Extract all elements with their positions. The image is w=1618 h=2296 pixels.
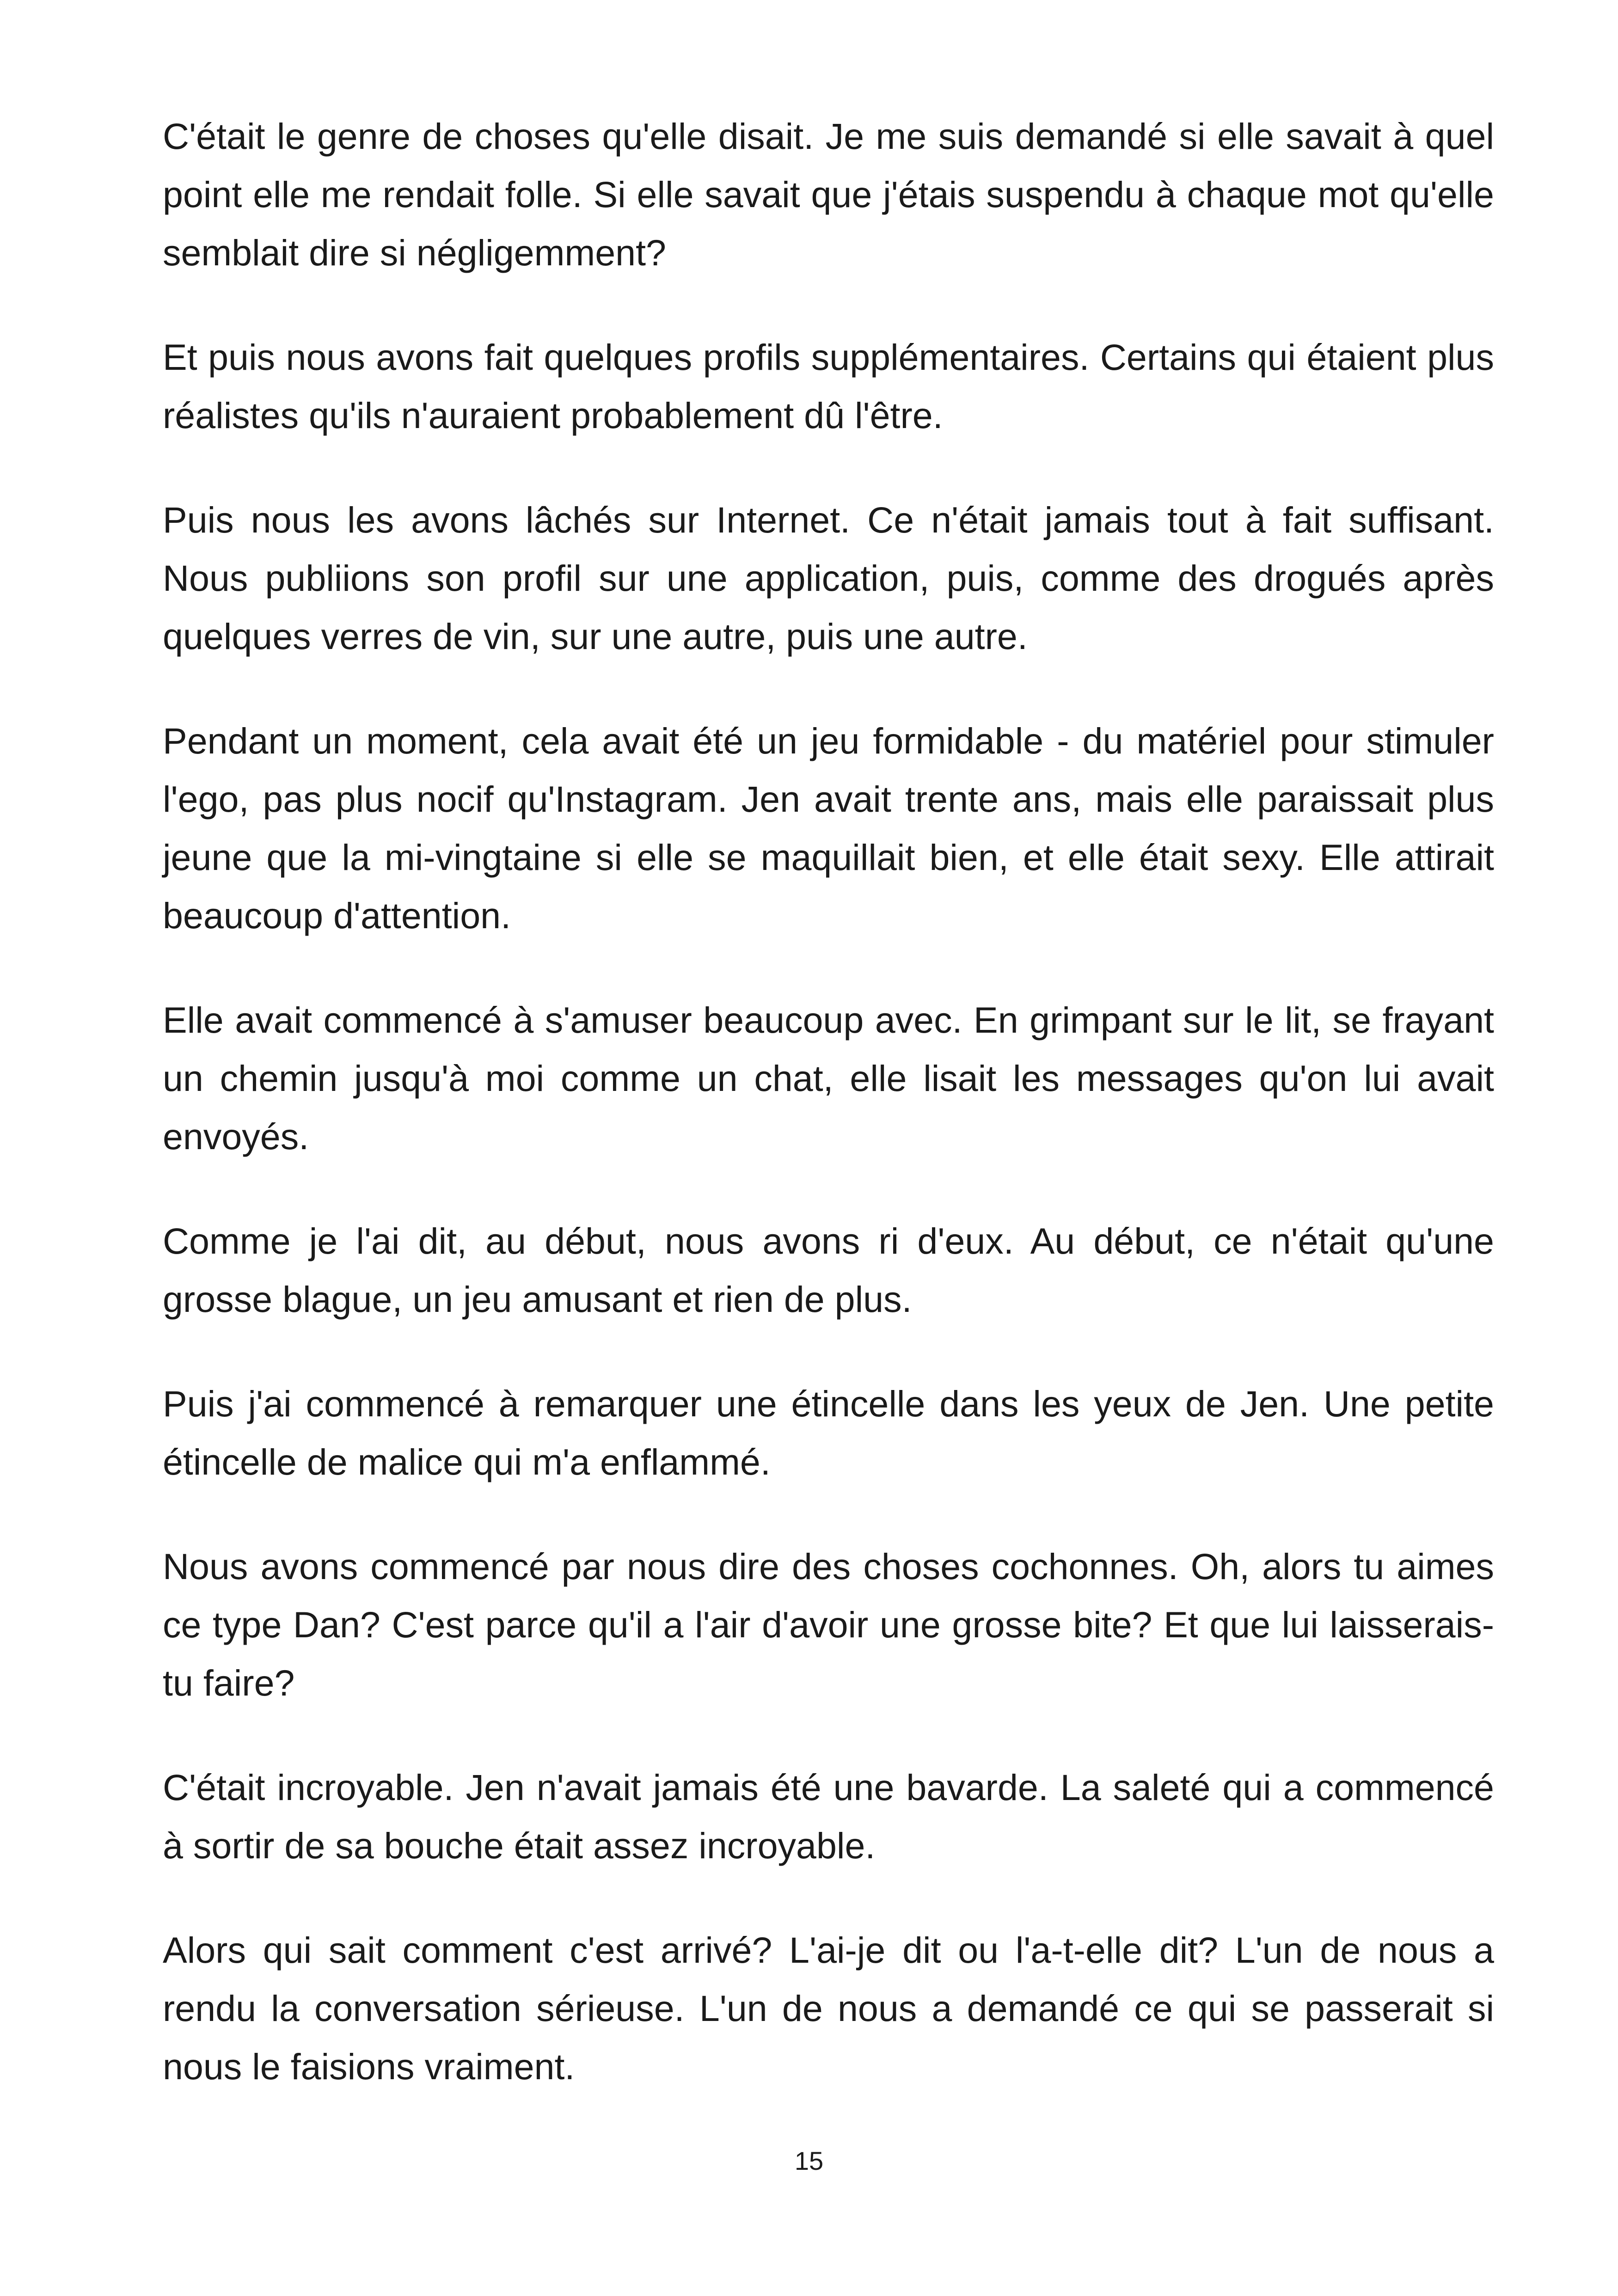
paragraph: Puis nous les avons lâchés sur Internet. Ce n'était jamais tout à fait suffisant. Nous publiions son profil sur une application, puis, comme des drogués après quelques verres de vin, sur une autre, puis une autre. — [163, 499, 1494, 657]
paragraph: Elle avait commencé à s'amuser beaucoup avec. En grimpant sur le lit, se frayant un chemin jusqu'à moi comme un chat, elle lisait les messages qu'on lui avait envoyés. — [163, 999, 1494, 1157]
paragraph: Puis j'ai commencé à remarquer une étincelle dans les yeux de Jen. Une petite étincelle de malice qui m'a enflammé. — [163, 1383, 1494, 1482]
paragraph: Et puis nous avons fait quelques profils supplémentaires. Certains qui étaient plus réalistes qu'ils n'auraient probablement dû l'être. — [163, 337, 1494, 436]
paragraph: Comme je l'ai dit, au début, nous avons ri d'eux. Au début, ce n'était qu'une grosse blague, un jeu amusant et rien de plus. — [163, 1220, 1494, 1320]
paragraph: Pendant un moment, cela avait été un jeu formidable - du matériel pour stimuler l'ego, pas plus nocif qu'Instagram. Jen avait trente ans, mais elle paraissait plus jeune que la mi-vingtaine si elle se maquillait bien, et elle était sexy. Elle attirait beaucoup d'attention. — [163, 720, 1494, 936]
paragraph: C'était le genre de choses qu'elle disait. Je me suis demandé si elle savait à quel point elle me rendait folle. Si elle savait que j'étais suspendu à chaque mot qu'elle semblait dire si négligemment? — [163, 116, 1494, 273]
page-number: 15 — [794, 2146, 824, 2175]
paragraph: Nous avons commencé par nous dire des choses cochonnes. Oh, alors tu aimes ce type Dan? C'est parce qu'il a l'air d'avoir une grosse bite? Et que lui laisserais-tu faire? — [163, 1546, 1494, 1703]
body-text — [163, 107, 1494, 2142]
paragraph: Alors qui sait comment c'est arrivé? L'ai-je dit ou l'a-t-elle dit? L'un de nous a rendu la conversation sérieuse. L'un de nous a demandé ce qui se passerait si nous le faisions vraiment. — [163, 1929, 1494, 2087]
paragraph: C'était incroyable. Jen n'avait jamais été une bavarde. La saleté qui a commencé à sortir de sa bouche était assez incroyable. — [163, 1767, 1494, 1866]
